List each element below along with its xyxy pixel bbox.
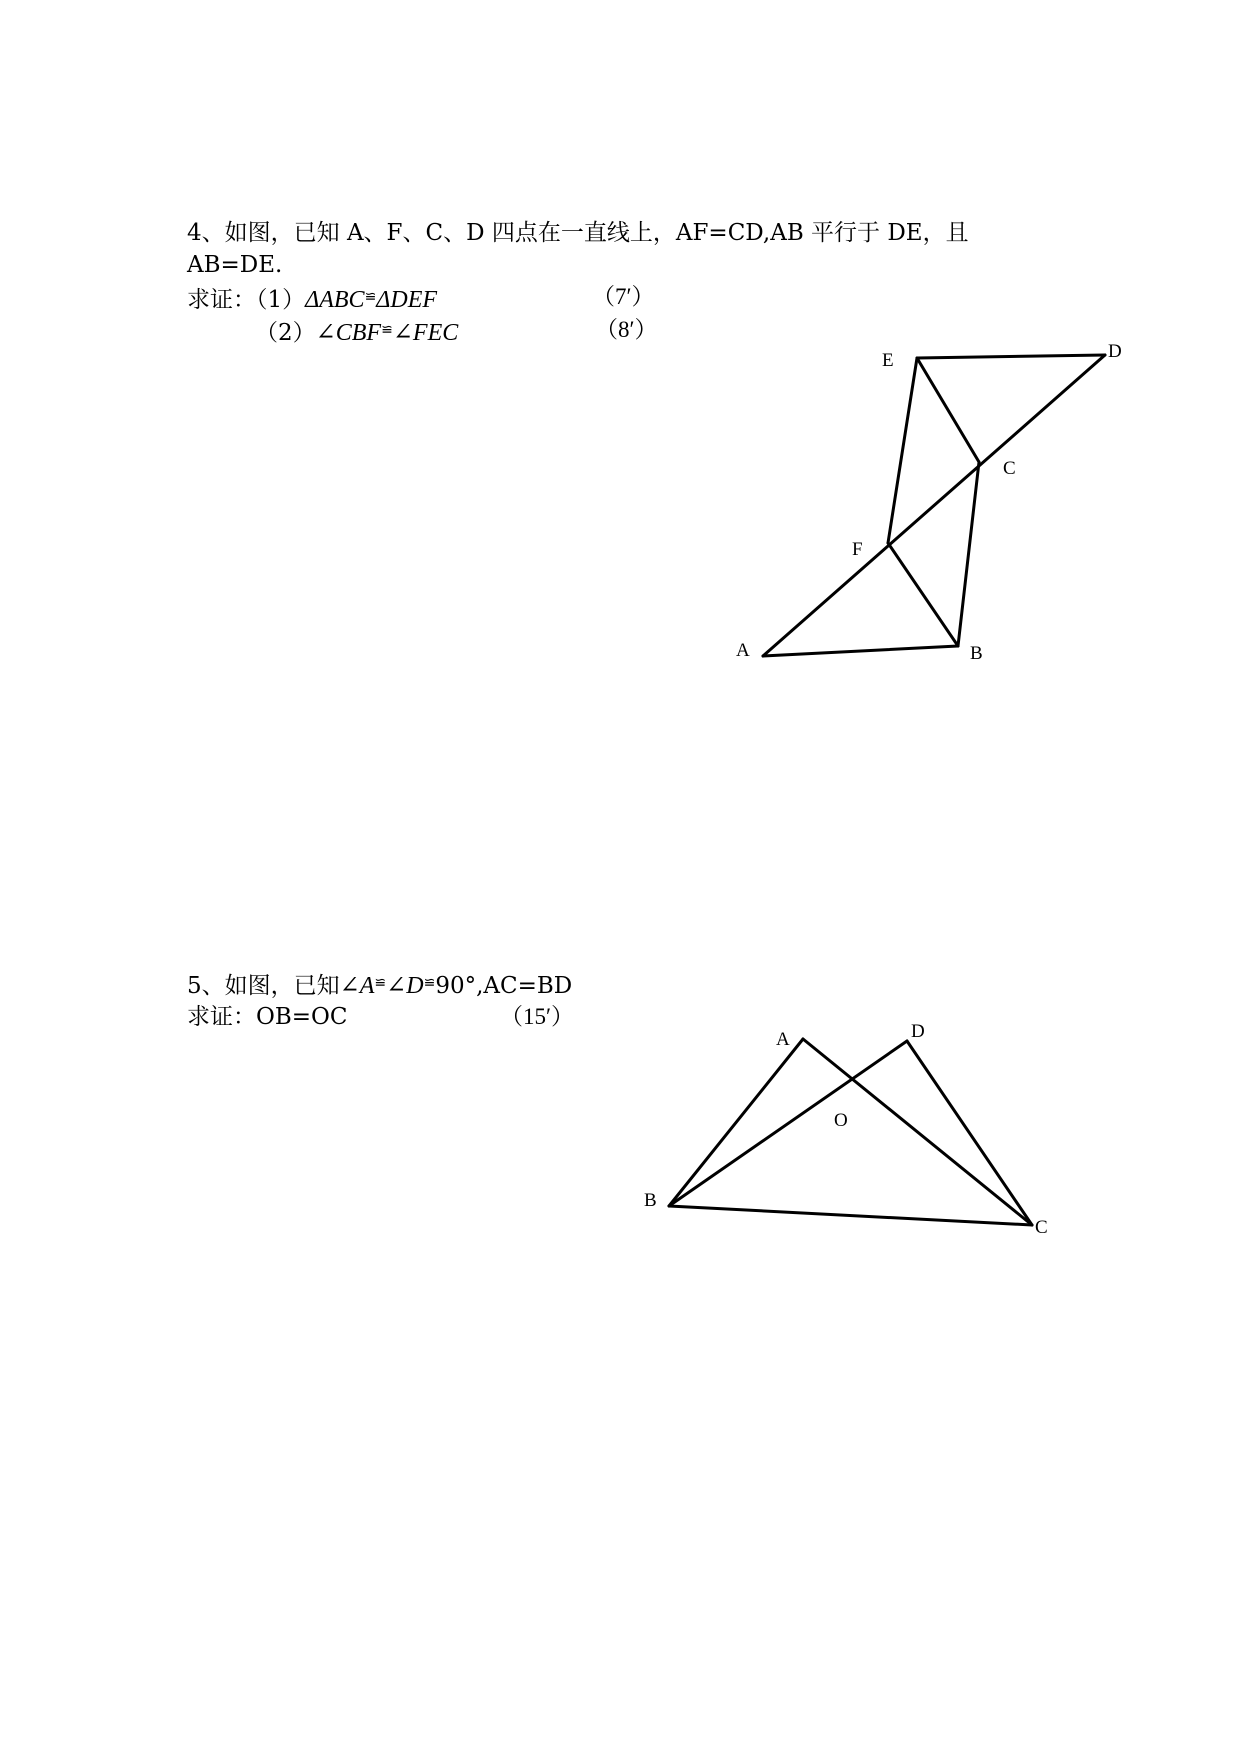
- angle-a: ∠A: [339, 973, 375, 999]
- label-d: D: [1108, 341, 1122, 362]
- label-e: E: [882, 350, 894, 371]
- segment-bc: [669, 1206, 1032, 1225]
- congruence-mark: ≌: [381, 322, 393, 338]
- congruence-mark: ≌: [364, 289, 377, 305]
- problem4-statement-line2: AB=DE.: [187, 252, 283, 278]
- label-a: A: [776, 1029, 790, 1050]
- angle-d: ∠D: [386, 973, 424, 999]
- segment-ac: [803, 1039, 1032, 1225]
- congruence-mark: ≌: [423, 975, 436, 991]
- problem5-score: （15′）: [500, 1004, 575, 1029]
- congruence-mark: ≌: [374, 975, 387, 991]
- segment-bd: [669, 1041, 907, 1206]
- label-c: C: [1035, 1217, 1048, 1238]
- statement-prefix: 5、如图，已知: [187, 973, 340, 999]
- triangle-abc: ΔABC: [305, 287, 365, 313]
- prove-label: 求证：: [187, 287, 256, 313]
- label-f: F: [852, 539, 863, 560]
- triangle-def: ΔDEF: [376, 287, 438, 313]
- problem4-part2-score: （8′）: [595, 317, 658, 342]
- segment-ba: [669, 1039, 803, 1206]
- angle-fec: ∠FEC: [392, 320, 459, 346]
- problem4-statement-line1: 4、如图，已知 A、F、C、D 四点在一直线上，AF=CD,AB 平行于 DE，且: [187, 220, 969, 246]
- label-b: B: [644, 1190, 657, 1211]
- label-c: C: [1003, 458, 1016, 479]
- statement-suffix: 90°,AC=BD: [435, 973, 573, 999]
- segment-dc: [907, 1041, 1032, 1225]
- label-d: D: [911, 1021, 925, 1042]
- prove-label: 求证：: [187, 1004, 256, 1030]
- label-o: O: [834, 1110, 848, 1131]
- angle-cbf: ∠CBF: [315, 320, 382, 346]
- label-b: B: [970, 643, 983, 664]
- problem4-part1-score: （7′）: [592, 284, 655, 309]
- claim: OB=OC: [256, 1004, 348, 1030]
- part-number: （1）: [256, 287, 306, 313]
- label-a: A: [736, 640, 750, 661]
- part-number: （2）: [255, 320, 316, 346]
